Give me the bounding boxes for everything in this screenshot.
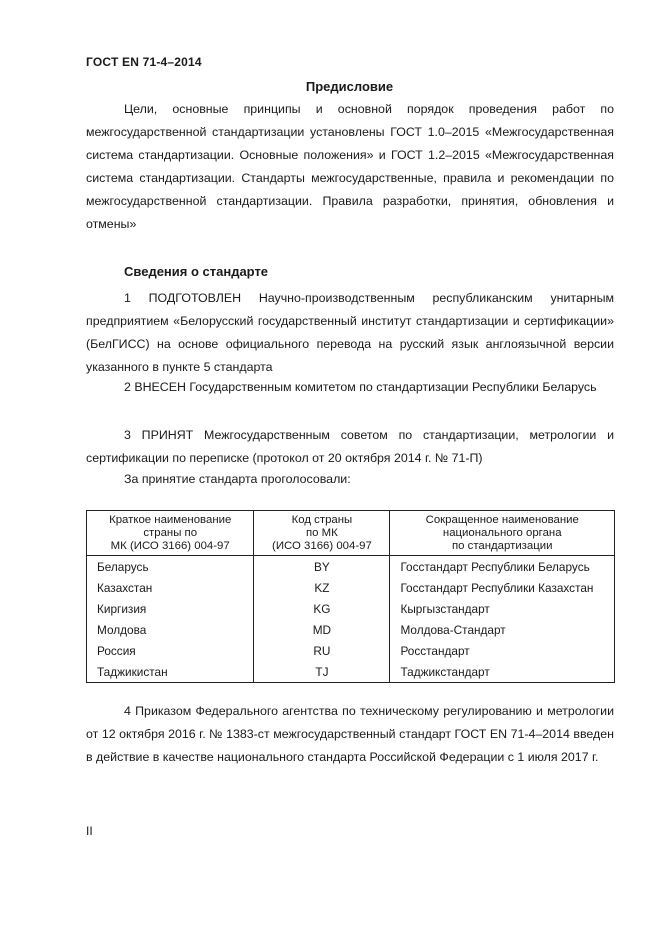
table-row	[87, 577, 615, 598]
voting-countries-table	[86, 510, 615, 683]
body-cell: Госстандарт Республики Казахстан	[390, 577, 615, 598]
table-row	[87, 556, 615, 578]
body-cell: Молдова-Стандарт	[390, 619, 615, 640]
country-cell: Киргизия	[87, 598, 254, 619]
code-cell: BY	[254, 556, 390, 578]
item-2-submitted: 2 ВНЕСЕН Государственным комитетом по стандартизации Республики Беларусь	[124, 380, 597, 394]
body-cell: Кыргызстандарт	[390, 598, 615, 619]
country-cell: Молдова	[87, 619, 254, 640]
code-cell: MD	[254, 619, 390, 640]
country-cell: Казахстан	[87, 577, 254, 598]
header-country-name: Краткое наименование страны по МК (ИСО 3166) 004-97	[87, 511, 254, 556]
table-row	[87, 640, 615, 661]
code-cell: RU	[254, 640, 390, 661]
item-1-prepared: 1 ПОДГОТОВЛЕН Научно-производственным республиканским унитарным предприятием «Белорусский государственный институт стандартизации и сертификации» (БелГИСС) на основе официального перевода на русский язык англоязычной версии указанного в пункте 5 стандарта	[86, 291, 614, 374]
item-4-order: 4 Приказом Федерального агентства по техническому регулированию и метрологии от 12 октября 2016 г. № 1383-ст межгосударственный стандарт ГОСТ EN 71-4–2014 введен в действие в качестве национального стандарта Российской Федерации с 1 июля 2017 г.	[86, 704, 614, 764]
code-cell: KG	[254, 598, 390, 619]
country-cell: Россия	[87, 640, 254, 661]
preface-title: Предисловие	[305, 79, 394, 94]
country-cell: Таджикистан	[87, 661, 254, 683]
table-row	[87, 598, 615, 619]
header-standards-body: Сокращенное наименование национального органа по стандартизации	[390, 511, 615, 556]
table-header-row	[87, 511, 615, 556]
country-cell: Беларусь	[87, 556, 254, 578]
vote-intro: За принятие стандарта проголосовали:	[124, 472, 351, 486]
body-cell: Росстандарт	[390, 640, 615, 661]
body-cell: Таджикстандарт	[390, 661, 615, 683]
page-number: II	[86, 824, 93, 838]
table-row	[87, 661, 615, 683]
code-cell: TJ	[254, 661, 390, 683]
body-cell: Госстандарт Республики Беларусь	[390, 556, 615, 578]
table-row	[87, 619, 615, 640]
preface-paragraph: Цели, основные принципы и основной порядок проведения работ по межгосударственной стандартизации установлены ГОСТ 1.0–2015 «Межгосударственная система стандартизации. Основные положения» и ГОСТ 1.2–2015 «Межгосударственная система стандартизации. Стандарты межгосударственные, правила и рекомендации по межгосударственной стандартизации. Правила разработки, принятия, обновления и отмены»	[86, 102, 614, 231]
code-cell: KZ	[254, 577, 390, 598]
standard-info-heading: Сведения о стандарте	[124, 264, 269, 279]
item-3-adopted: 3 ПРИНЯТ Межгосударственным советом по стандартизации, метрологии и сертификации по переписке (протокол от 20 октября 2014 г. № 71-П)	[86, 428, 614, 465]
document-code: ГОСТ EN 71-4–2014	[86, 55, 202, 69]
header-country-code: Код страны по МК (ИСО 3166) 004-97	[254, 511, 390, 556]
